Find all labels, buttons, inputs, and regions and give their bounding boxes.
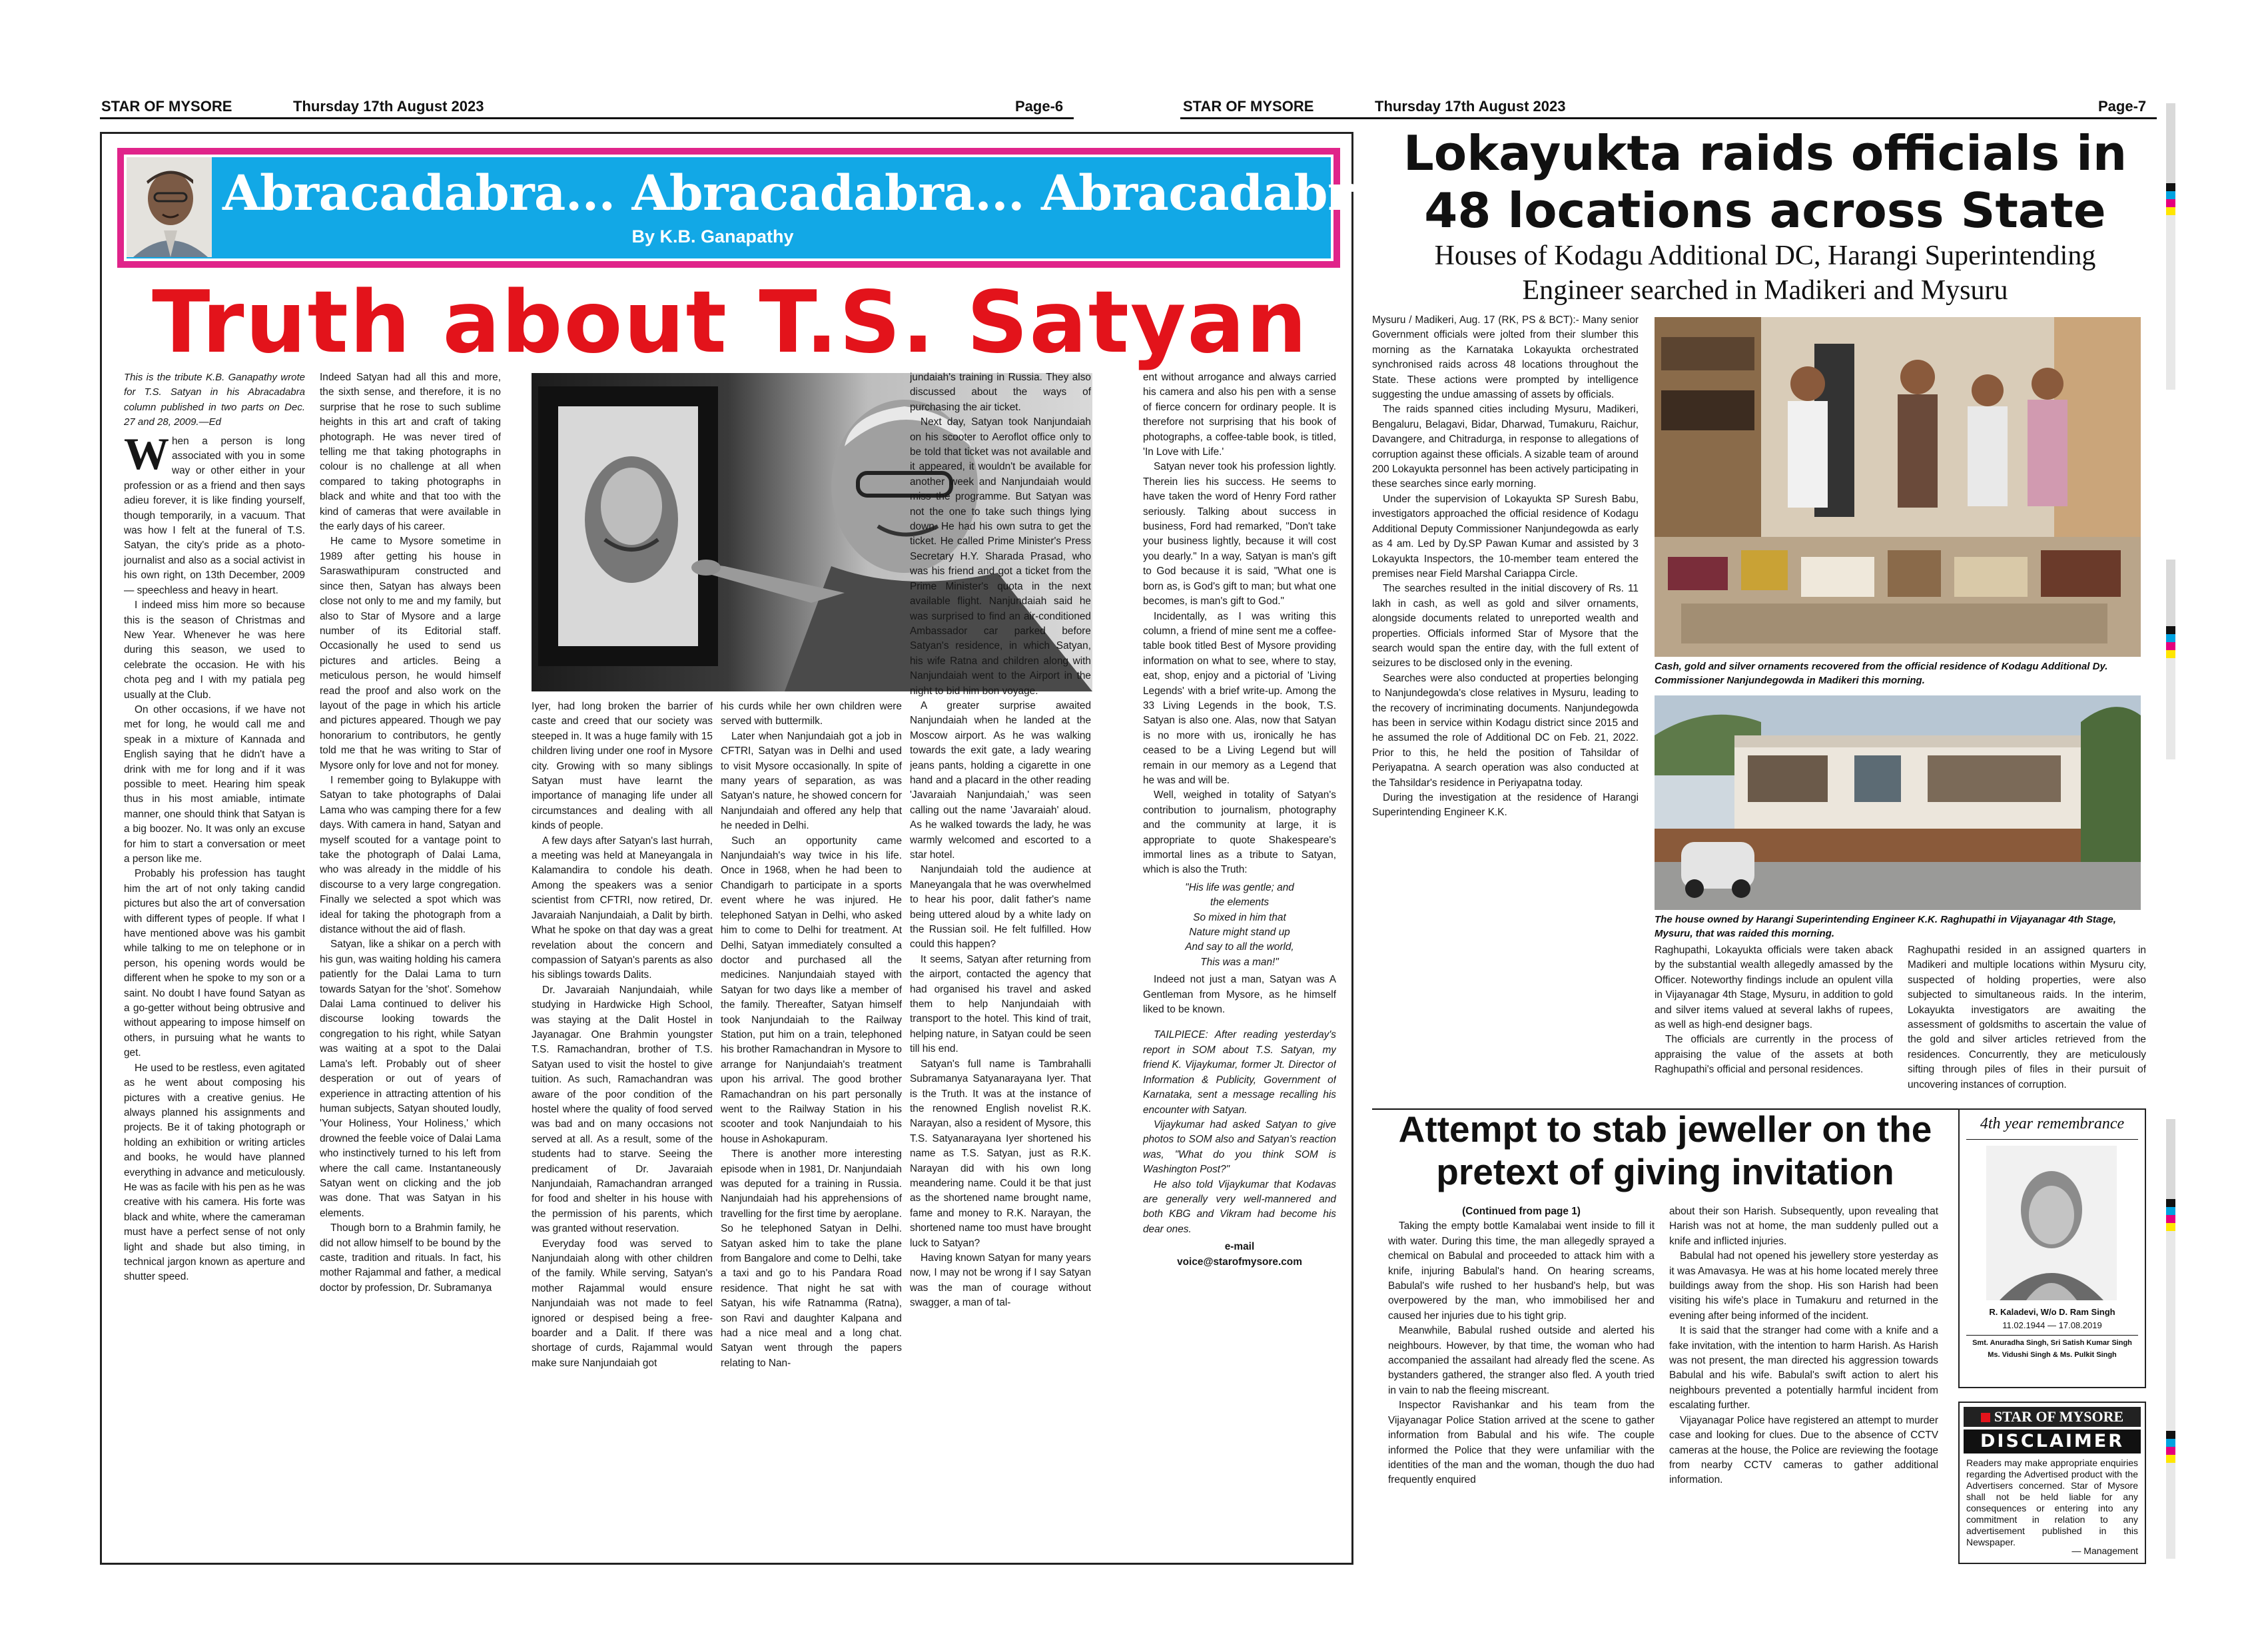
right-masthead-date: Thursday 17th August 2023: [1375, 98, 1566, 115]
registration-bar-bottom: [2166, 1119, 2175, 1559]
remembrance-ad: [1958, 1108, 2146, 1388]
poem-line: This was a man!": [1200, 956, 1279, 968]
registration-bar-top: [2166, 103, 2175, 390]
right-masthead-paper: STAR OF MYSORE: [1183, 98, 1314, 115]
feature-column-3: [532, 699, 713, 1557]
disclaimer-sign: — Management: [2071, 1545, 2138, 1556]
left-masthead-rule: [100, 117, 1074, 119]
lead-body-column-1-text: Mysuru / Madikeri, Aug. 17 (RK, PS & BCT):- Many senior Government officials were jolted from their slumber this morning as the Karnataka Lokayukta orchestrated synchronised raids across 48 locations throughout the State. These actions were prompted by intelligence suggesting the undue amassing of assets by officials. The raids spanned cities including Mysuru, Madikeri, Bengaluru, Belagavi, Bidar, Dharwad, Tumakuru, Raichur, Davangere, and Chitradurga, in response to allegations of corruption against these officials. A sizable team of around 200 Lokayukta personnel has been actively participating in these searches since early morning. Under the supervision of Lokayukta SP Suresh Babu, investigators approached the official residence of Kodagu Additional Deputy Commissioner Nanjundegowda as early as 4 am. Led by Dy.SP Pawan Kumar and assisted by 3 Lokayukta Inspectors, the 10-member team entered the premises near Field Marshal Cariappa Circle. The searches resulted in the initial discovery of Rs. 11 lakh in cash, as well as gold and silver ornaments, alongside documents related to unreported wealth and properties. Officials informed Star of Mysore that the search would span the entire day, with the full extent of seizures to be disclosed only in the evening. Searches were also conducted at properties belonging to Nanjundegowda's close relatives in Mysuru, leading to the recovery of incriminating documents. Nanjundegowda has been in service within Kodagu district since 2015 and he assumed the role of Additional DC on Feb. 21, 2022. Prior to this, he held the position of Tahsildar of Periyapatna. A search operation was also conducted at the Tahsildar's residence in Periyapatna today. During the investigation at the residence of Harangi Superintending Engineer K.K.: [1372, 314, 1639, 819]
feature-column-2-text: Indeed Satyan had all this and more, the sixth sense, and therefore, it is no surprise that he rose to such sublime heights in this art and craft of taking photograph. He was never tired of telling me that taking photographs in colour is no challenge at all when compared to taking photographs in black and white and that too with the kind of cameras that were available in the early days of his career. He came to Mysore sometime in 1989 after getting his house in Saraswathipuram constructed and since then, Satyan has always been close not only to me and my family, but also to Star of Mysore and a large number of its Editorial staff. Occasionally he used to send us pictures and articles. Being a meticulous person, he would himself read the proof and also work on the layout of the page in which his article and pictures appeared. Though we pay honorarium to contributors, he gently told me that he was writing to Star of Mysore only for love and not for money. I remember going to Bylakuppe with Satyan to take photographs of Dalai Lama who was camping there for a few days. With camera in hand, Satyan and myself scouted for a vantage point to take the photograph of Dalai Lama, who was already in the middle of his discourse to a very large congregation. Finally we selected a spot which was ideal for taking the photograph from a distance without the aid of flash. Satyan, like a shikar on a perch with his gun, was waiting holding his camera patiently for the Dalai Lama to turn towards Satyan for the 'shot'. Somehow Dalai Lama continued to deliver his discourse looking towards the congregation to his right, while Satyan was waiting at a spot to the Dalai Lama's left. Probably out of sheer desperation or out of years of experience in attracting attention of his human subjects, Satyan shouted loudly, 'Your Holiness, Your Holiness,' which drowned the feeble voice of Dalai Lama who instinctively turned to his left from where the call came. Instantaneously Satyan went on clicking and the job was done. That was Satyan in his elements. Though born to a Brahmin family, he did not allow himself to be bound by the caste, tradition and rituals. In fact, his mother Rajammal and father, a medical doctor by profession, Dr. Subramanya: [320, 372, 501, 1294]
feature-intro: This is the tribute K.B. Ganapathy wrote for T.S. Satyan in his Abracadabra column published in two parts on Dec. 27 and 28, 2009.—Ed: [124, 372, 305, 428]
second-body-column-1-text: Taking the empty bottle Kamalabai went inside to fill it with water. During this time, the man allegedly sprayed a chemical on Babulal and proceeded to attack him with a knife, injuring Babulal's hand. On hearing screams, Babulal's wife rushed to her husband's help, but was overpowered by the man, who immobilised her and caused her injuries due to his tight grip. Meanwhile, Babulal rushed outside and alerted his neighbours. However, by that time, the woman who had accompanied the assailant had already fled the scene. As bystanders gathered, the stranger also fled. A youth tried in vain to nab the fleeing miscreant. Inspector Ravishankar and his team from the Vijayanagar Police Station arrived at the scene to gather information from Babulal and his wife. The couple informed the Police that they were unfamiliar with the identities of the man and the woman, though the duo had frequently enquired: [1388, 1220, 1655, 1486]
remembrance-title: 4th year remembrance: [1980, 1115, 2125, 1132]
feature-column-1: [124, 370, 305, 1557]
lead-headline-line-1: Lokayukta raids officials in: [1403, 125, 2127, 181]
poem-line: So mixed in him that: [1193, 911, 1286, 923]
lead-body-column-2-text: Raghupathi, Lokayukta officials were taken aback by the substantial wealth allegedly amassed by the Officer. Noteworthy findings include an opulent villa in Vijayanagar 4th Stage, Mysuru, in addition to gold and silver items valued at several lakhs of rupees, as well as high-end designer bags. The officials are currently in the process of appraising the value of the assets at both Raghupathi's official and personal residences.: [1655, 945, 1893, 1076]
left-masthead-paper: STAR OF MYSORE: [101, 98, 232, 115]
poem-block: [1143, 881, 1336, 970]
disclaimer-title: DISCLAIMER: [1964, 1430, 2141, 1453]
email-address[interactable]: voice@starofmysore.com: [1177, 1256, 1302, 1268]
disclaimer-text: Readers may make appropriate enquiries regarding the Advertised product with the Advertisers concerned. Star of Mysore shall not be held liable for any consequences or entering into any commitment in relation to any advertisement published in this Newspaper.: [1966, 1457, 2138, 1547]
remembrance-dates: 11.02.1944 — 17.08.2019: [2002, 1320, 2102, 1330]
remembrance-family-1: Smt. Anuradha Singh, Sri Satish Kumar Singh: [1972, 1339, 2132, 1347]
seized-items-caption: Cash, gold and silver ornaments recovered from the official residence of Kodagu Additional Dy. Commissioner Nanjundegowda in Madikeri this morning.: [1655, 661, 2108, 686]
remembrance-photo: [1986, 1146, 2117, 1300]
left-masthead-page: Page-6: [1015, 98, 1064, 115]
closing-paragraph: Indeed not just a man, Satyan was A Gentleman from Mysore, as he himself liked to be known.: [1143, 974, 1336, 1016]
lead-subhead-line-2: Engineer searched in Madikeri and Mysuru: [1522, 275, 2008, 306]
poem-line: Nature might stand up: [1189, 927, 1290, 939]
column-banner-byline: By K.B. Ganapathy: [631, 226, 794, 246]
feature-column-6: [1143, 370, 1336, 1557]
lead-body-column-3-text: Raghupathi resided in an assigned quarters in Madikeri and multiple locations within Mysuru city, suspected of holding properties, were also subjected to simultaneous raids. In the interim, Lokayukta investigators are awaiting the assessment of goldsmiths to ascertain the value of the gold and silver articles retrieved from the residences. Concurrently, they are meticulously sifting through piles of files in their pursuit of uncovering instances of corruption.: [1908, 945, 2146, 1090]
feature-column-6-text: ent without arrogance and always carried his camera and also his pen with a sense of fierce concern for ordinary people. It is therefore not surprising that his book of photographs, a coffee-table book, is titled, 'In Love with Life.' Satyan never took his profession lightly. Therein lies his success. He seems to have taken the word of Henry Ford rather seriously. Talking about success in business, Ford had remarked, "Don't take your business lightly, because it will cost you dearly." In a way, Satyan is man's gift to God because it is said, "What one is born as, is God's gift to man; but what one becomes, is man's gift to God." Incidentally, as I was writing this column, a friend of mine sent me a coffee-table book titled Best of Mysore providing information on what to see, where to stay, eat, shop, enjoy and a pictorial of 'Living Legends' with a brief write-up. Among the 33 Living Legends in the book, T.S. Satyan is also one. Alas, now that Satyan is no more with us, ironically he has ceased to be a Living Legend but will remain in our memory as a Legend that he was and will be. Well, weighed in totality of Satyan's contribution to journalism, photography and the community at large, it is appropriate to quote Shakespeare's immortal lines as a tribute to Satyan, which is also the Truth:: [1143, 372, 1336, 876]
author-photo: [127, 157, 212, 257]
feature-column-4: [721, 699, 902, 1557]
feature-column-5: [910, 370, 1091, 1557]
house-caption: The house owned by Harangi Superintending Engineer K.K. Raghupathi in Vijayanagar 4th Stage, Mysuru, that was raided this morning.: [1655, 914, 2116, 939]
second-body-column-2-text: about their son Harish. Subsequently, upon revealing that Harish was not at home, the man suddenly pulled out a knife and inflicted injuries. Babulal had not opened his jewellery store yesterday as it was Amavasya. He was at his home located merely three buildings away from the shop. His son Harish had been visiting his wife's place in Tumakuru and returned in the evening after being informed of the incident. It is said that the stranger had come with a knife and a fake invitation, with the intention to harm Harish. As Harish was not present, the man directed his aggression towards Babulal and his wife. Babulal's swift action to alert his neighbours prevented a potentially harmful incident from escalating further. Vijayanagar Police have registered an attempt to murder case and looking for clues. Due to the absence of CCTV cameras at the house, the Police are reviewing the footage from nearby CCTV cameras to gather additional information.: [1669, 1206, 1938, 1486]
second-headline-line-1: Attempt to stab jeweller on the: [1398, 1108, 1932, 1150]
feature-headline: Truth about T.S. Satyan: [152, 273, 1308, 372]
column-banner-title: Abracadabra... Abracadabra... Abracadabra...: [222, 165, 1434, 222]
lead-subhead-line-1: Houses of Kodagu Additional DC, Harangi Superintending: [1434, 240, 2096, 271]
email-label: e-mail: [1224, 1241, 1255, 1253]
lead-body-column-2: [1655, 943, 1893, 1103]
logo-glyph-icon: [1981, 1413, 1990, 1422]
remembrance-name: R. Kaladevi, W/o D. Ram Singh: [1989, 1307, 2115, 1317]
disclaimer-box: [1958, 1402, 2146, 1564]
feature-column-2: [320, 370, 501, 1557]
lead-body-column-3: [1908, 943, 2146, 1103]
continued-note: (Continued from page 1): [1462, 1206, 1581, 1217]
disclaimer-logo-text: STAR OF MYSORE: [1994, 1408, 2124, 1425]
feature-column-4-text: his curds while her own children were served with buttermilk. Later when Nanjundaiah got a job in CFTRI, Satyan was in Delhi and used to visit Mysore occasionally. In spite of many years of separation, as was Satyan's nature, he showed concern for Nanjundaiah and offered any help that he needed in Delhi. Such an opportunity came Nanjundaiah's way twice in his life. Once in 1968, when he had been to Chandigarh to participate in a sports event where he was injured. He telephoned Satyan in Delhi, who asked him to come to Delhi for treatment. At Delhi, Satyan immediately consulted a doctor and purchased all the medicines. Nanjundaiah stayed with Satyan for two days like a member of the family. Thereafter, Satyan himself took Nanjundaiah to the Railway Station, put him on a train, telephoned his brother Ramachandran in Mysore to arrange for Nanjundaiah's treatment upon his arrival. The good brother Ramachandran on his part personally went to the Railway Station in his scooter and took Nanjundaiah to his house in Ashokapuram. There is another more interesting episode when in 1981, Dr. Nanjundaiah was deputed for a training in Russia. Nanjundaiah had his apprehensions of travelling for the first time by aeroplane. So he telephoned Satyan in Delhi. Satyan asked him to take the plane from Bangalore and come to Delhi, take a taxi and go to his Pandara Road residence. That night he sat with Satyan, his wife Ratnamma (Ratna), son Ravi and daughter Kalpana and had a nice meal and a long chat. Satyan went through the papers relating to Nan-: [721, 701, 902, 1369]
second-body-column-1: [1388, 1204, 1655, 1564]
disclaimer-logo: [1964, 1407, 2141, 1427]
right-masthead-rule: [1180, 117, 2157, 119]
feature-column-3-text: Iyer, had long broken the barrier of caste and creed that our society was steeped in. It was a huge family with 15 children living under one roof in Mysore city. Growing with so many siblings Satyan must have learnt the importance of managing life under all circumstances and dealing with all kinds of people. A few days after Satyan's last hurrah, a meeting was held at Maneyangala in Kalamandira to condole his death. Among the speakers was a senior scientist from CFTRI, now retired, Dr. Javaraiah Nanjundaiah, a Dalit by birth. What he spoke on that day was a great revelation about the concern and compassion of Satyan's parents as also his siblings towards Dalits. Dr. Javaraiah Nanjundaiah, while studying in Hardwicke High School, was staying at the Dalit Hostel in Jayanagar. One Brahmin youngster T.S. Ramachandran, brother of T.S. Satyan used to visit the hostel to give tuition. As such, Ramachandran was aware of the poor condition of the hostel where the quality of food served was bad and on many occasions not served at all. As a result, some of the students had to starve. Seeing the predicament of Dr. Javaraiah Nanjundaiah, Ramachandran arranged for food and shelter in his house with the permission of his parents, which was granted without reservation. Everyday food was served to Nanjundaiah along with other children of the family. While serving, Satyan's mother Rajammal would ensure Nanjundaiah was not made to feel ignored or despised being a free-boarder and a Dalit. If there was shortage of curds, Rajammal would make sure Nanjundaiah got: [532, 701, 713, 1369]
tailpiece: TAILPIECE: After reading yesterday's report in SOM about T.S. Satyan, my friend K. Vijaykumar, former Jt. Director of Information & Publicity, Government of Karnataka, sent a message recalling his encounter with Satyan. Vijaykumar had asked Satyan to give photos to SOM also and Satyan's reaction was, "What do you think SOM is Washington Post?" He also told Vijaykumar that Kodavas are generally very well-mannered and both KBG and Vikram had become his dear ones.: [1143, 1029, 1336, 1235]
second-body-column-2: [1669, 1204, 1938, 1564]
poem-line: "His life was gentle; and: [1185, 881, 1294, 893]
left-masthead-date: Thursday 17th August 2023: [293, 98, 484, 115]
poem-line: the elements: [1210, 897, 1270, 909]
house-photo: [1655, 695, 2141, 910]
right-masthead-page: Page-7: [2098, 98, 2147, 115]
poem-line: And say to all the world,: [1185, 941, 1294, 953]
lead-headline-line-2: 48 locations across State: [1424, 183, 2106, 238]
feature-column-5-text: jundaiah's training in Russia. They also discussed about the ways of purchasing the air ticket. Next day, Satyan took Nanjundaiah on his scooter to Aeroflot office only to be told that ticket was not available and it appeared, it wouldn't be available for another week and Nanjundaiah would miss the programme. But Satyan was not the one to take such things lying down. He had his own sutra to get the ticket. He called Prime Minister's Press Secretary H.Y. Sharada Prasad, who was his friend and got a ticket from the Prime Minister's quota in the next available flight. Nanjundaiah said he was surprised to find an air-conditioned Ambassador car parked before Satyan's residence, in which Satyan, his wife Ratna and children along with Nanjundaiah went to the Airport in the night to bid him bon voyage. A greater surprise awaited Nanjundaiah when he landed at the Moscow airport. As he was walking towards the exit gate, a lady wearing jeans pants, holding a cigarette in one hand and a placard in the other reading 'Javaraiah Nanjundaiah,' was seen calling out the name 'Javaraiah' aloud. As he walked towards the lady, he was warmly welcomed and escorted to a star hotel. Nanjundaiah told the audience at Maneyangala that he was overwhelmed to hear his poor, dalit father's name being uttered aloud by a white lady on the Russian soil. He felt fulfilled. How could this happen? It seems, Satyan after returning from the airport, contacted the agency that had organised his travel and asked them to help Nanjundaiah with transport to the hotel. This kind of trait, helping nature, in Satyan could be seen till his end. Satyan's full name is Tambrahalli Subramanya Satyanarayana Iyer. That is the Truth. It was at the instance of the renowned English novelist R.K. Narayan, also a resident of Mysore, this T.S. Satyanarayana Iyer shortened his name as T.S. Satyan, just as R.K. Narayan did with his own long meandering name. Could it be that just as the shortened name brought name, fame and money to R.K. Narayan, the shortened name too must have brought luck to Satyan? Having known Satyan for many years now, I may not be wrong if I say Satyan was the man of courage without swagger, a man of tal-: [910, 372, 1091, 1309]
registration-bar-middle: [2166, 560, 2175, 759]
seized-items-photo: [1655, 317, 2141, 657]
feature-column-1-text: hen a person is long associated with you in some way or other either in your profession or as a friend and then says adieu forever, it is like finding yourself, though temporarily, in a vacuum. That was how I felt at the funeral of T.S. Satyan, the city's pride as a photo-journalist and also as a social activist in his own right, on 13th December, 2009 — speechless and heavy in heart. I indeed miss him more so because this is the season of Christmas and New Year. Whenever he was here during this season, we used to celebrate the occasion. He with his chota peg and I with my patiala peg usually at the Club. On other occasions, if we have not met for long, he would call me and speak in a mixture of Kannada and English saying that he didn't have a drink with me for long and if it was possible to meet. Hearing him speak thus in his most amiable, intimate manner, one should think that Satyan is a big boozer. No. It was only an excuse for him to start a conversation or meet a person like me. Probably his profession has taught him the art of not only taking candid pictures but also the art of conversation with different types of people. If what I have mentioned above was his gambit while talking to me on telephone or in person, his opening words would be different when he spoke to my son or a saint. No doubt I have found Satyan as a go-getter without being obtrusive and without appearing to impose himself on others, in pursuing what he wants to get. He used to be restless, even agitated as he went about composing his pictures with a creative genius. He always planned his assignments and projects. Be it of taking photograph or holding an exhibition or writing articles and books, he would have planned everything in advance and meticulously. He was as facile with his pen as he was creative with his camera. His forte was black and white, where the cameraman must have a perfect sense of not only light and shade but also timing, in technical jargon known as aperture and shutter speed.: [124, 435, 305, 1283]
feature-dropcap: W: [124, 428, 169, 479]
remembrance-family-2: Ms. Vidushi Singh & Ms. Pulkit Singh: [1988, 1351, 2117, 1359]
second-headline-line-2: pretext of giving invitation: [1436, 1151, 1894, 1192]
